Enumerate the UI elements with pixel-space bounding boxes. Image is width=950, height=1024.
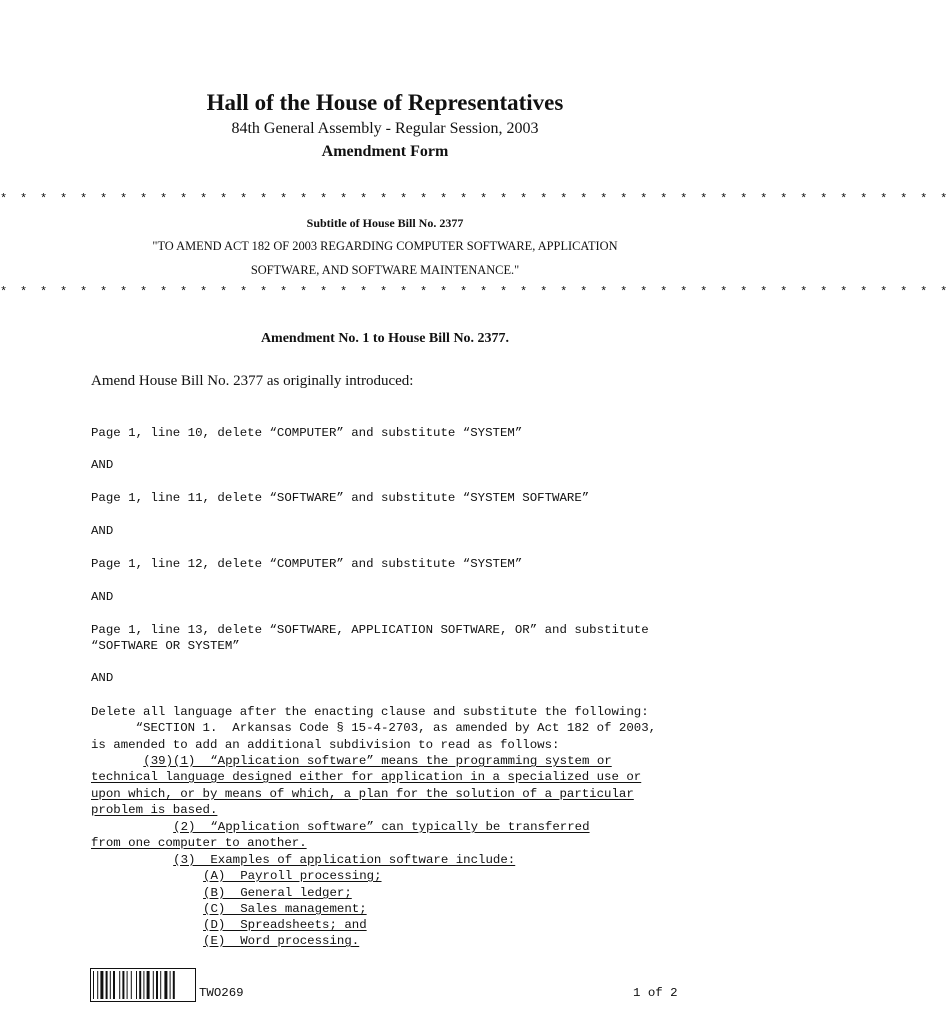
amendment-line: (C) Sales management; <box>203 902 367 916</box>
amendment-line: “SECTION 1. Arkansas Code § 15-4-2703, as amended by Act 182 of 2003, <box>91 721 657 735</box>
document-id: TWO269 <box>199 986 244 1000</box>
amendment-line: is amended to add an additional subdivision to read as follows: <box>91 738 560 752</box>
amendment-line: (D) Spreadsheets; and <box>203 918 367 932</box>
amendment-line: problem is based. <box>91 803 218 817</box>
document-title: Hall of the House of Representatives <box>206 90 564 115</box>
barcode-bar <box>136 971 137 999</box>
separator-top: * * * * * * * * * * * * * * * * * * * * * * * * * * * * * * * * * * * * * * * * * * * * * * * * <box>0 192 950 206</box>
subtitle-line-1: "TO AMEND ACT 182 OF 2003 REGARDING COMPUTER SOFTWARE, APPLICATION <box>152 239 618 253</box>
amendment-line: (3) Examples of application software include: <box>173 853 516 867</box>
barcode-bar <box>139 971 141 999</box>
barcode-bar <box>131 971 132 999</box>
barcode-bar <box>93 971 94 999</box>
amendment-line: Page 1, line 13, delete “SOFTWARE, APPLICATION SOFTWARE, OR” and substitute <box>91 623 649 637</box>
barcode-bar <box>164 971 167 999</box>
barcode-bar <box>160 971 161 999</box>
barcode-bar <box>119 971 120 999</box>
barcode-bar <box>147 971 150 999</box>
barcode-bar <box>110 971 111 999</box>
form-title: Amendment Form <box>321 143 449 160</box>
barcode-bar <box>156 971 158 999</box>
amendment-line: (39)(1) “Application software” means the programming system or <box>143 754 612 768</box>
session-line: 84th General Assembly - Regular Session, 2003 <box>231 120 539 137</box>
amendment-heading: Amendment No. 1 to House Bill No. 2377. <box>260 331 510 346</box>
barcode-bar <box>173 971 175 999</box>
amendment-line: Page 1, line 12, delete “COMPUTER” and substitute “SYSTEM” <box>91 557 523 571</box>
amendment-line: (A) Payroll processing; <box>203 869 382 883</box>
separator-bottom: * * * * * * * * * * * * * * * * * * * * * * * * * * * * * * * * * * * * * * * * * * * * * * * * <box>0 285 950 299</box>
subtitle-line-2: SOFTWARE, AND SOFTWARE MAINTENANCE." <box>250 263 520 277</box>
amendment-line: Page 1, line 11, delete “SOFTWARE” and substitute “SYSTEM SOFTWARE” <box>91 491 590 505</box>
amendment-line: (B) General ledger; <box>203 886 352 900</box>
amendment-line: technical language designed either for application in a specialized use or <box>91 770 642 784</box>
amendment-line: Delete all language after the enacting clause and substitute the following: <box>91 705 649 719</box>
amendment-line: from one computer to another. <box>91 836 307 850</box>
amendment-intro: Amend House Bill No. 2377 as originally introduced: <box>91 373 414 389</box>
barcode-bar <box>100 971 103 999</box>
amendment-line: AND <box>91 524 114 538</box>
barcode-bar <box>122 971 124 999</box>
amendment-line: (E) Word processing. <box>203 934 360 948</box>
barcode-bar <box>113 971 115 999</box>
barcode-bar <box>127 971 128 999</box>
amendment-line: AND <box>91 458 114 472</box>
barcode-bar <box>97 971 98 999</box>
page-number: 1 of 2 <box>633 986 678 1000</box>
amendment-line: (2) “Application software” can typically be transferred <box>173 820 590 834</box>
amendment-line: AND <box>91 590 114 604</box>
barcode-bar <box>153 971 154 999</box>
amendment-line: upon which, or by means of which, a plan for the solution of a particular <box>91 787 634 801</box>
barcode-bar <box>143 971 144 999</box>
amendment-line: Page 1, line 10, delete “COMPUTER” and substitute “SYSTEM” <box>91 426 523 440</box>
barcode <box>90 968 196 1002</box>
barcode-bar <box>170 971 171 999</box>
subtitle-heading: Subtitle of House Bill No. 2377 <box>306 216 464 230</box>
amendment-line: “SOFTWARE OR SYSTEM” <box>91 639 240 653</box>
barcode-bar <box>106 971 108 999</box>
amendment-line: AND <box>91 671 114 685</box>
